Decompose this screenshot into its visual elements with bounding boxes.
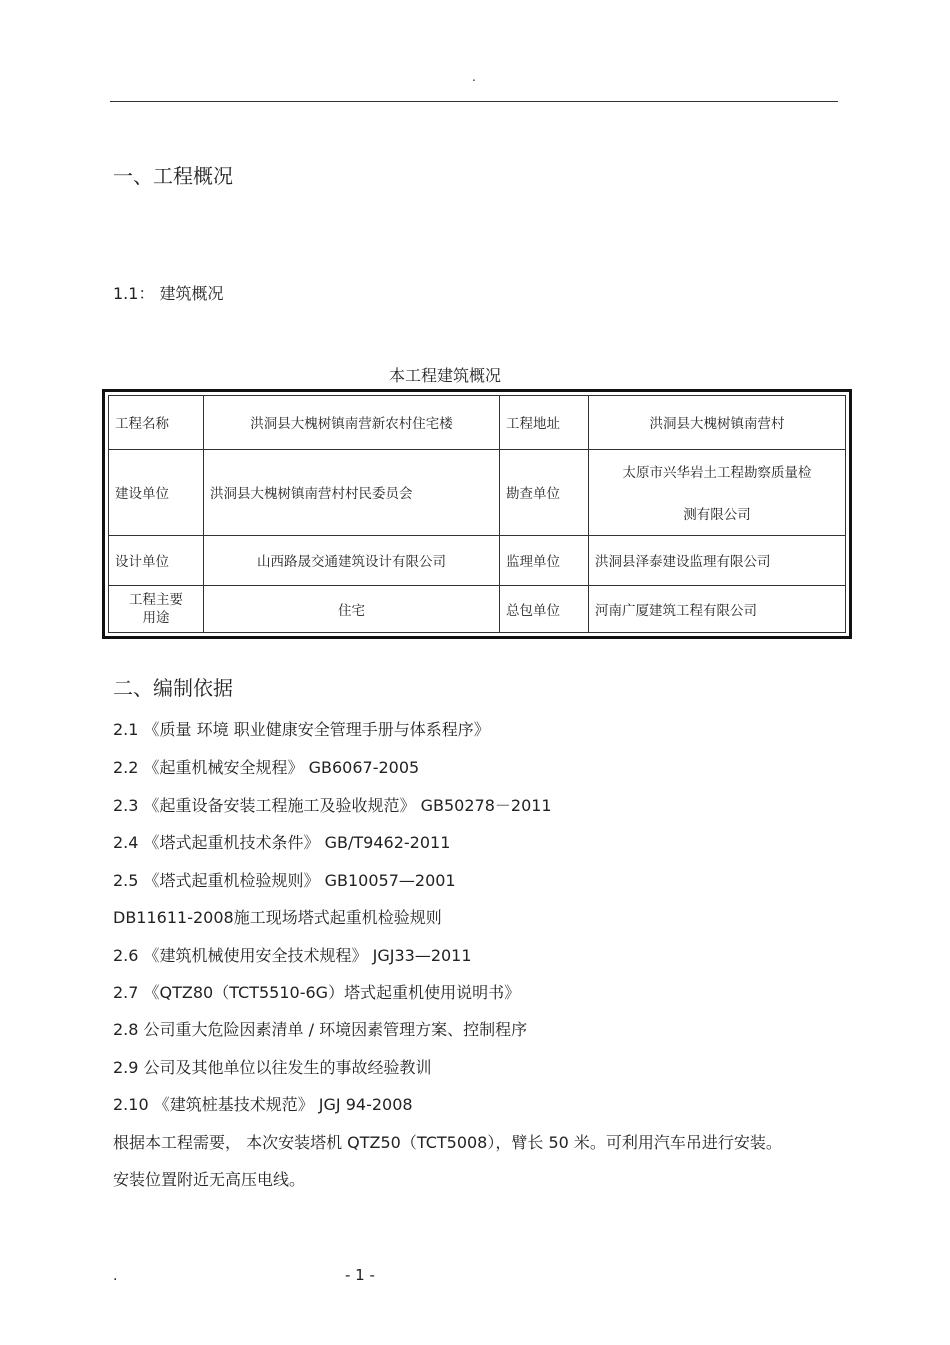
table-cell-value: 山西路晟交通建筑设计有限公司 [204, 536, 500, 585]
cell-line: 用途 [142, 609, 170, 626]
basis-item: 2.10 《建筑桩基技术规范》 JGJ 94-2008 [113, 1095, 413, 1114]
cell-line: 工程主要 [129, 591, 183, 608]
table-cell-value: 洪洞县大槐树镇南营村村民委员会 [204, 449, 500, 536]
basis-item: 2.4 《塔式起重机技术条件》 GB/T9462-2011 [113, 833, 451, 852]
table-cell-label [109, 585, 204, 632]
section-1-title: 一、工程概况 [113, 164, 233, 188]
table-cell-value: 住宅 [204, 585, 500, 632]
basis-item: DB11611-2008施工现场塔式起重机检验规则 [113, 908, 442, 927]
table-cell-value: 洪洞县大槐树镇南营村 [589, 396, 846, 450]
table-cell-value: 河南广厦建筑工程有限公司 [589, 585, 846, 632]
table-row [109, 585, 846, 632]
table-cell-label: 设计单位 [109, 536, 204, 585]
cell-line: 太原市兴华岩土工程勘察质量检 [622, 465, 812, 482]
table-row [109, 396, 846, 450]
table-cell-label: 工程地址 [500, 396, 589, 450]
basis-item: 2.8 公司重大危险因素清单 / 环境因素管理方案、控制程序 [113, 1020, 528, 1039]
table-cell-value: 洪洞县泽泰建设监理有限公司 [589, 536, 846, 585]
subsection-1-1-title: 1.1： 建筑概况 [113, 284, 224, 303]
section-2-title: 二、编制依据 [113, 676, 233, 700]
table-row [109, 536, 846, 585]
basis-item: 2.3 《起重设备安装工程施工及验收规范》 GB50278－2011 [113, 796, 552, 815]
basis-item: 2.2 《起重机械安全规程》 GB6067-2005 [113, 758, 420, 777]
cell-line: 测有限公司 [683, 507, 751, 524]
basis-item: 2.9 公司及其他单位以往发生的事故经验教训 [113, 1058, 432, 1077]
paragraph-line: 根据本工程需要， 本次安装塔机 QTZ50（TCT5008），臂长 50 米。可利用汽车吊进行安装。 [113, 1133, 782, 1152]
header-rule [110, 101, 838, 102]
table-cell-label: 工程名称 [109, 396, 204, 450]
table-cell-label: 监理单位 [500, 536, 589, 585]
basis-item: 2.6 《建筑机械使用安全技术规程》 JGJ33—2011 [113, 946, 472, 965]
page-number: - 1 - [345, 1266, 375, 1284]
basis-item: 2.7 《QTZ80（TCT5510-6G）塔式起重机使用说明书》 [113, 983, 521, 1002]
footer-dot: . [113, 1268, 118, 1284]
table-cell-label: 勘查单位 [500, 449, 589, 536]
table-cell-value [589, 449, 846, 536]
table-caption: 本工程建筑概况 [388, 366, 501, 385]
table-cell-label: 建设单位 [109, 449, 204, 536]
table-cell-value: 洪洞县大槐树镇南营新农村住宅楼 [204, 396, 500, 450]
table-cell-label: 总包单位 [500, 585, 589, 632]
table-row [109, 449, 846, 536]
basis-item: 2.5 《塔式起重机检验规则》 GB10057—2001 [113, 871, 456, 890]
basis-item: 2.1 《质量 环境 职业健康安全管理手册与体系程序》 [113, 720, 490, 739]
paragraph-line: 安装位置附近无高压电线。 [113, 1170, 306, 1189]
header-dot: . [472, 70, 476, 84]
project-overview-table [102, 389, 852, 639]
